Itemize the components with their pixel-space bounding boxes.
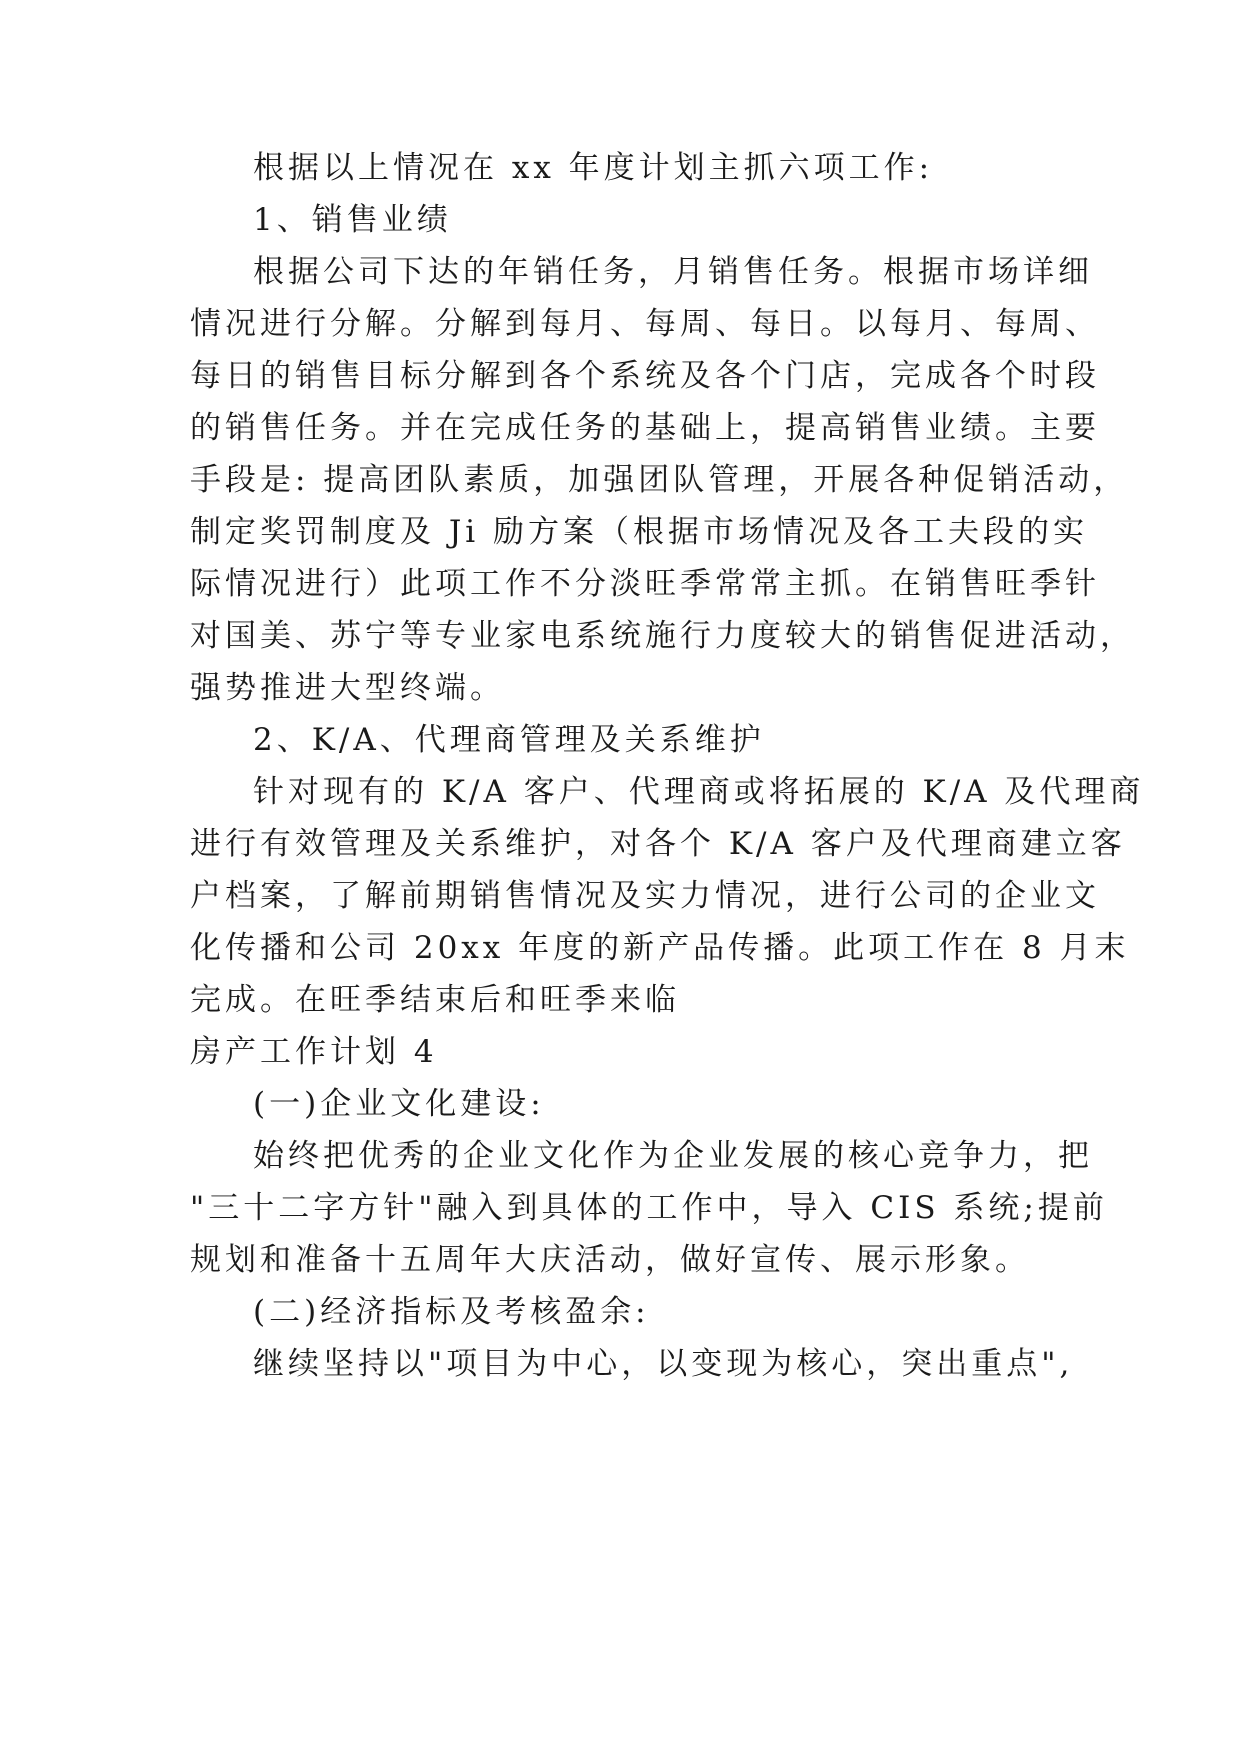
- paragraph-sales-line: 对国美、苏宁等专业家电系统施行力度较大的销售促进活动，: [190, 618, 1135, 654]
- paragraph-sales-line: 每日的销售目标分解到各个系统及各个门店，完成各个时段: [190, 358, 1100, 394]
- paragraph-sales-line: 制定奖罚制度及 Ji 励方案（根据市场情况及各工夫段的实: [190, 514, 1089, 550]
- paragraph-ka-line: 户档案，了解前期销售情况及实力情况，进行公司的企业文: [190, 878, 1100, 914]
- paragraph-culture-line: 规划和准备十五周年大庆活动，做好宣传、展示形象。: [190, 1242, 1030, 1278]
- heading-sales-performance: 1、销售业绩: [253, 202, 452, 238]
- paragraph-ka-line: 化传播和公司 20xx 年度的新产品传播。此项工作在 8 月末: [190, 930, 1130, 966]
- paragraph-ka-line: 完成。在旺季结束后和旺季来临: [190, 982, 680, 1018]
- paragraph-sales-line: 手段是: 提高团队素质，加强团队管理，开展各种促销活动，: [190, 462, 1129, 498]
- heading-corporate-culture: (一)企业文化建设:: [253, 1086, 545, 1122]
- paragraph-sales-line: 根据公司下达的年销任务，月销售任务。根据市场详细: [253, 254, 1093, 290]
- paragraph-sales-line: 际情况进行）此项工作不分淡旺季常常主抓。在销售旺季针: [190, 566, 1100, 602]
- heading-ka-agent-management: 2、K/A、代理商管理及关系维护: [253, 722, 765, 758]
- paragraph-sales-line: 的销售任务。并在完成任务的基础上，提高销售业绩。主要: [190, 410, 1100, 446]
- paragraph-culture-line: 始终把优秀的企业文化作为企业发展的核心竞争力，把: [253, 1138, 1093, 1174]
- paragraph-intro: 根据以上情况在 xx 年度计划主抓六项工作:: [253, 150, 934, 186]
- paragraph-ka-line: 进行有效管理及关系维护，对各个 K/A 客户及代理商建立客: [190, 826, 1126, 862]
- heading-economic-indicators: (二)经济指标及考核盈余:: [253, 1294, 650, 1330]
- paragraph-culture-line: "三十二字方针"融入到具体的工作中，导入 CIS 系统;提前: [190, 1190, 1108, 1226]
- paragraph-ka-line: 针对现有的 K/A 客户、代理商或将拓展的 K/A 及代理商: [253, 774, 1145, 810]
- section-title: 房产工作计划 4: [190, 1034, 438, 1070]
- paragraph-sales-line: 强势推进大型终端。: [190, 670, 505, 706]
- paragraph-sales-line: 情况进行分解。分解到每月、每周、每日。以每月、每周、: [190, 306, 1100, 342]
- paragraph-economic-line: 继续坚持以"项目为中心，以变现为核心，突出重点",: [253, 1346, 1074, 1382]
